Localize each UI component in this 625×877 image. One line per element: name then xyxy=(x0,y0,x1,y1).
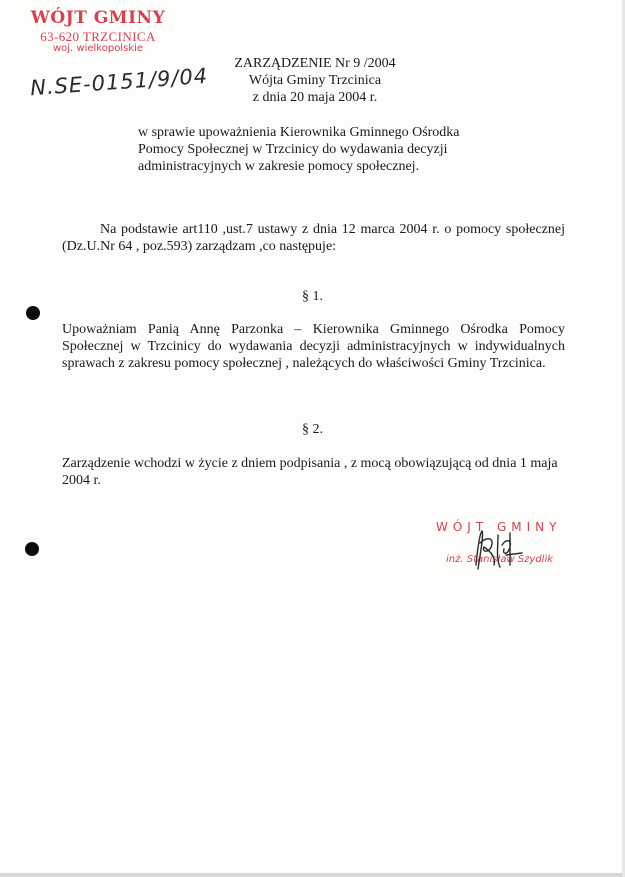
handwritten-signature xyxy=(466,525,526,575)
section-2-text: Zarządzenie wchodzi w życie z dniem podpisania , z mocą obowiązującą od dnia 1 maja 2004 r. xyxy=(62,456,558,488)
handwritten-reference: N.SE-0151/9/04 xyxy=(29,63,209,101)
punch-hole-top xyxy=(26,306,40,320)
document-header xyxy=(200,55,430,106)
header-title: ZARZĄDZENIE Nr 9 /2004 xyxy=(234,56,396,71)
document-subject: w sprawie upoważnienia Kierownika Gminnego Ośrodka Pomocy Społecznej w Trzcinicy do wydawania decyzji administracyjnych w zakresie pomocy społecznej. xyxy=(138,125,460,174)
signature-stamp-name: inż. Stanisław Szydlik xyxy=(446,554,554,565)
punch-hole-bottom xyxy=(25,542,39,556)
stamp-line-2: 63-620 TRZCINICA xyxy=(40,28,156,44)
header-issuer: Wójta Gminy Trzcinica xyxy=(248,73,382,88)
office-stamp xyxy=(28,10,168,55)
section-2-mark: § 2. xyxy=(302,422,323,437)
section-1-text: Upoważniam Panią Annę Parzonka – Kierownika Gminnego Ośrodka Pomocy Społecznej w Trzcinicy do wydawania decyzji administracyjnych w indywidualnych sprawach z zakresu pomocy społecznej , należących do właściwości Gminy Trzcinica. xyxy=(62,322,565,371)
legal-basis-paragraph xyxy=(62,221,565,255)
header-date: z dnia 20 maja 2004 r. xyxy=(252,90,378,105)
signature-stamp-title: WÓJT GMINY xyxy=(436,520,562,534)
section-1-mark: § 1. xyxy=(302,289,323,304)
stamp-line-3: woj. wielkopolskie xyxy=(52,43,144,55)
preamble-text: Na podstawie art110 ,ust.7 ustawy z dnia 12 marca 2004 r. o pomocy społecznej (Dz.U.Nr 64 , poz.593) zarządzam ,co następuje: xyxy=(62,222,565,254)
stamp-line-1: WÓJT GMINY xyxy=(30,8,166,28)
